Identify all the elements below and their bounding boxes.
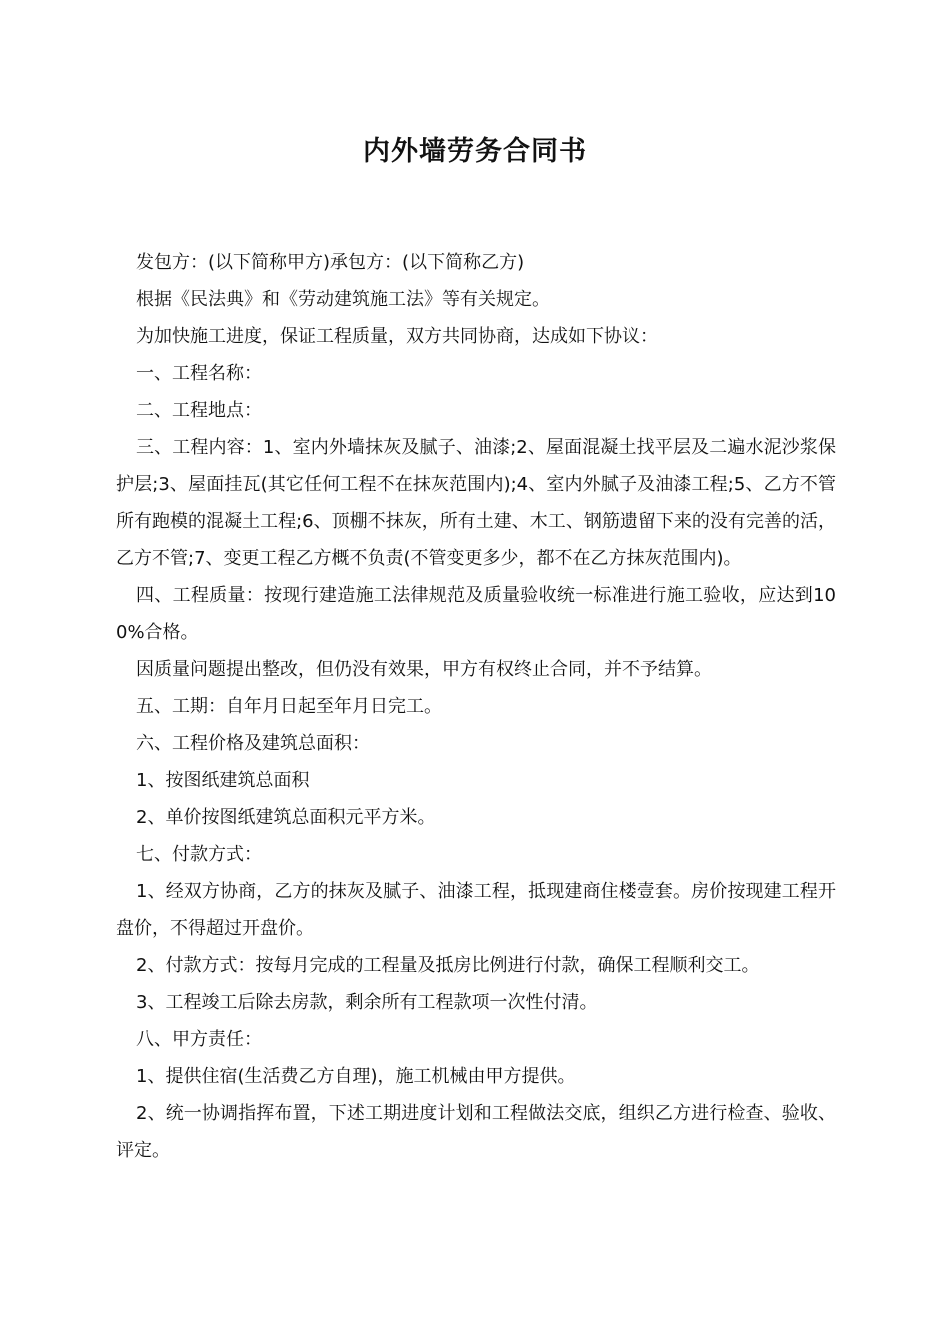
- paragraph-payment-item-2: 2、付款方式：按每月完成的工程量及抵房比例进行付款，确保工程顺利交工。: [136, 955, 760, 976]
- paragraph-schedule: 五、工期：自年月日起至年月日完工。: [136, 696, 442, 717]
- paragraph-legal-basis: 根据《民法典》和《劳动建筑施工法》等有关规定。: [136, 289, 550, 310]
- paragraph-party-a-duties: 八、甲方责任：: [136, 1029, 262, 1050]
- paragraph-parties: 发包方：(以下简称甲方)承包方：(以下简称乙方): [136, 252, 525, 273]
- paragraph-project-quality: 四、工程质量：按现行建造施工法律规范及质量验收统一标准进行施工验收，应达到100%合格。: [116, 585, 836, 643]
- paragraph-project-name: 一、工程名称：: [136, 363, 262, 384]
- paragraph-purpose: 为加快施工进度，保证工程质量，双方共同协商，达成如下协议：: [136, 326, 658, 347]
- paragraph-project-scope: 三、工程内容：1、室内外墙抹灰及腻子、油漆;2、屋面混凝土找平层及二遍水泥沙浆保护层;3、屋面挂瓦(其它任何工程不在抹灰范围内);4、室内外腻子及油漆工程;5、乙方不管所有跑模的混凝土工程;6、顶棚不抹灰，所有土建、木工、钢筋遗留下来的没有完善的活，乙方不管;7、变更工程乙方概不负责(不管变更多少，都不在乙方抹灰范围内)。: [116, 437, 836, 569]
- document-title: 内外墙劳务合同书: [363, 136, 587, 167]
- paragraph-payment: 七、付款方式：: [136, 844, 262, 865]
- document-body: [116, 244, 836, 1169]
- paragraph-price-item-1: 1、按图纸建筑总面积: [136, 770, 310, 791]
- paragraph-quality-termination: 因质量问题提出整改，但仍没有效果，甲方有权终止合同，并不予结算。: [136, 659, 712, 680]
- paragraph-price-item-2: 2、单价按图纸建筑总面积元平方米。: [136, 807, 436, 828]
- paragraph-payment-item-1: 1、经双方协商，乙方的抹灰及腻子、油漆工程，抵现建商住楼壹套。房价按现建工程开盘价，不得超过开盘价。: [116, 881, 836, 939]
- paragraph-project-location: 二、工程地点：: [136, 400, 262, 421]
- paragraph-duty-item-1: 1、提供住宿(生活费乙方自理)，施工机械由甲方提供。: [136, 1066, 576, 1087]
- paragraph-price-area: 六、工程价格及建筑总面积：: [136, 733, 370, 754]
- paragraph-payment-item-3: 3、工程竣工后除去房款，剩余所有工程款项一次性付清。: [136, 992, 598, 1013]
- paragraph-duty-item-2: 2、统一协调指挥布置，下述工期进度计划和工程做法交底，组织乙方进行检查、验收、评定。: [116, 1103, 836, 1161]
